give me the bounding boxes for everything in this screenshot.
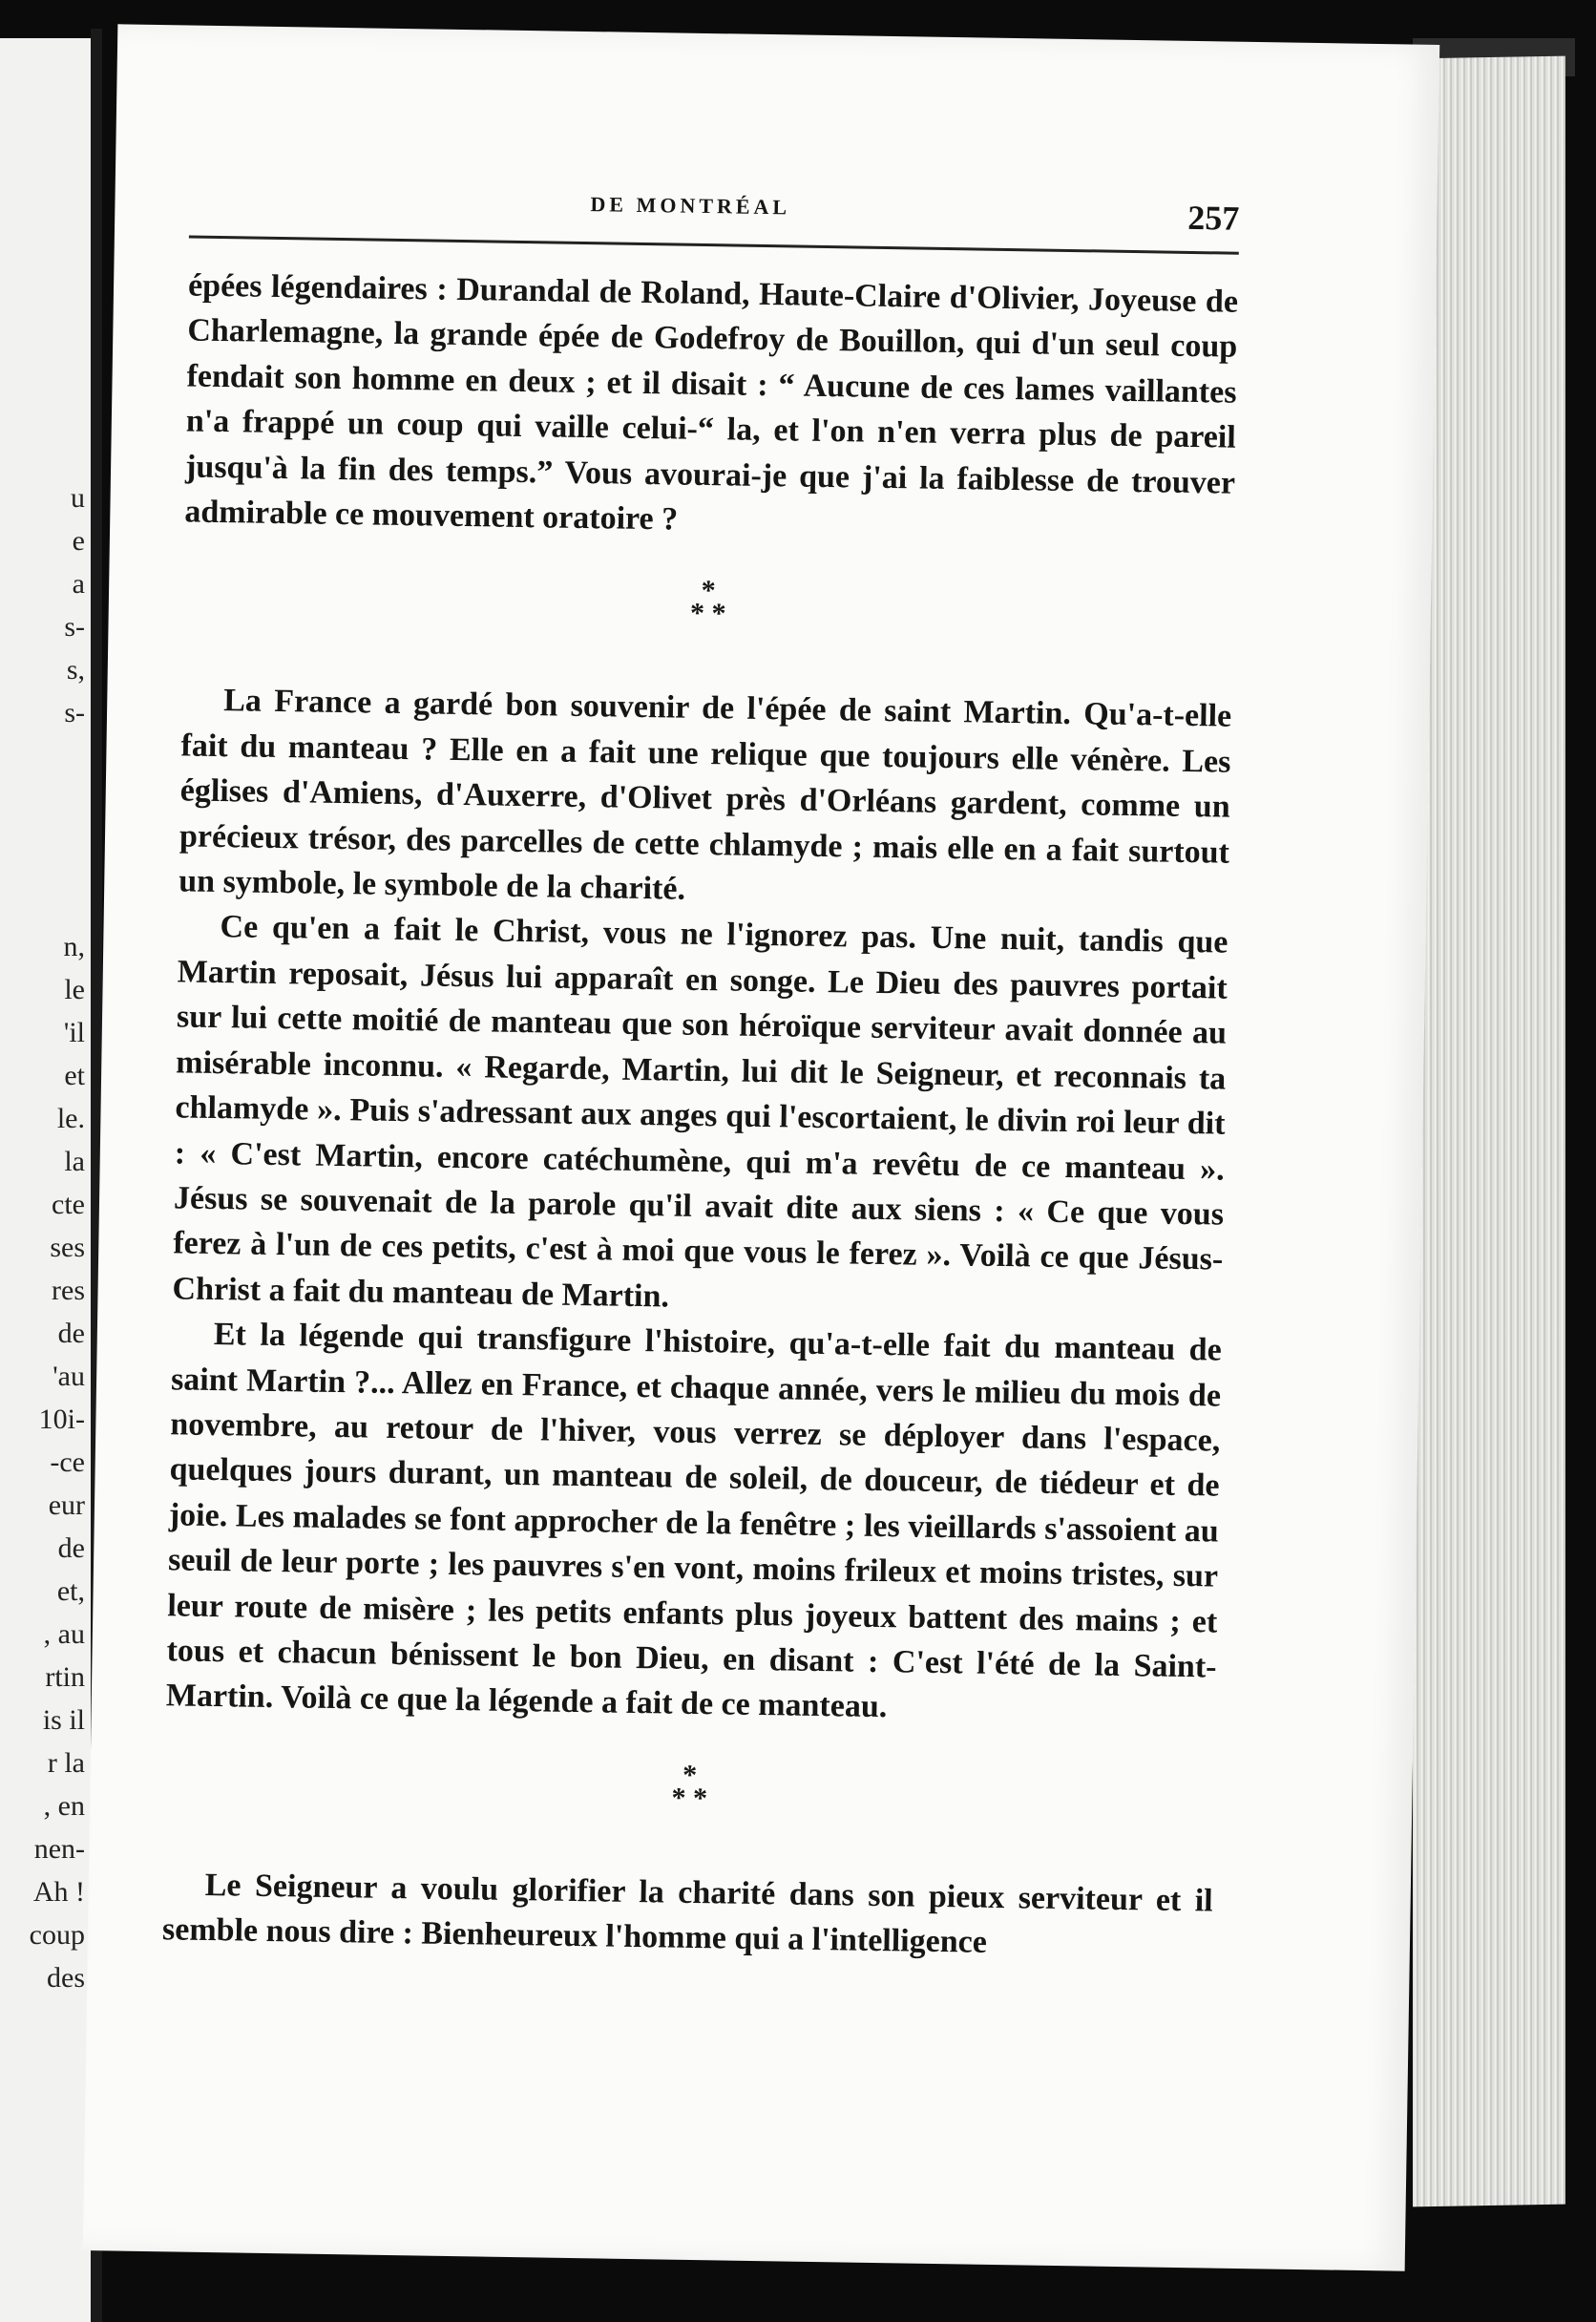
left-page-text-fragment: et,	[56, 1575, 85, 1607]
page-content	[162, 168, 1240, 1969]
left-page-text-fragment: 10i-	[38, 1404, 85, 1435]
left-page-text-fragment: u	[71, 482, 85, 514]
left-page-text-fragment: ses	[50, 1232, 85, 1263]
left-page-text-fragment: coup	[29, 1919, 85, 1951]
running-title: DE MONTRÉAL	[590, 192, 791, 220]
left-page-text-fragment: r la	[47, 1747, 85, 1779]
left-page-text-fragment: le	[64, 974, 85, 1005]
left-page-text-fragment: la	[64, 1146, 85, 1177]
left-page-text-fragment: eur	[48, 1489, 85, 1521]
left-page-text-fragment: , au	[43, 1618, 85, 1650]
left-page-text-fragment: res	[52, 1275, 85, 1306]
left-page-text-fragment: cte	[52, 1189, 85, 1220]
asterism-bottom: * *	[671, 1782, 708, 1814]
asterism-bottom: * *	[689, 598, 726, 630]
left-page-text-fragment: nen-	[33, 1833, 85, 1865]
left-page-text-fragment: rtin	[45, 1661, 85, 1693]
left-page-text-fragment: des	[47, 1962, 85, 1994]
left-page-text-fragment: -ce	[50, 1446, 85, 1478]
left-page-text-fragment: de	[57, 1532, 85, 1564]
left-page-text-fragment: a	[72, 568, 85, 600]
left-page-text-fragment: e	[72, 525, 85, 557]
asterism-top: *	[701, 575, 716, 607]
asterism-divider	[164, 1753, 1215, 1836]
left-page-text-fragment: 'il	[63, 1017, 85, 1048]
paragraph-relic: La France a gardé bon souvenir de l'épée de saint Martin. Qu'a-t-elle fait du manteau ? Elle en a fait une relique que toujours elle vénère. Les églises d'Amiens, d'Auxerre, d'Olivet près d'Orléans gardent, comme un précieux trésor, des parcelles de cette chlamyde ; mais elle en a fait surtout un symbole, le symbole de la charité.	[178, 683, 1232, 907]
left-page-text-fragment: 'au	[52, 1361, 85, 1392]
asterism-divider	[182, 569, 1233, 652]
asterism-top: *	[682, 1759, 698, 1791]
left-page-text-fragment: s-	[64, 697, 85, 728]
page-edges-stack	[1413, 56, 1565, 2207]
left-facing-page	[0, 38, 91, 2322]
left-page-text-fragment: n,	[63, 931, 85, 962]
running-head	[189, 168, 1240, 254]
paragraph-seigneur: Le Seigneur a voulu glorifier la charité dans son pieux serviteur et il semble nous dire : Bienheureux l'homme qui a l'intelligence	[161, 1867, 1213, 1961]
book-page	[83, 24, 1439, 2270]
left-page-text-fragment: s-	[64, 611, 85, 643]
left-page-text-fragment: is il	[42, 1704, 85, 1736]
left-page-text-fragment: s,	[66, 654, 85, 686]
left-page-text-fragment: , en	[43, 1790, 85, 1822]
left-page-text-fragment: le.	[56, 1103, 85, 1134]
paragraph-legend: Et la légende qui transfigure l'histoire, qu'a-t-elle fait du manteau de saint Martin ?... Allez en France, et chaque année, vers le milieu du mois de novembre, au retour de l'hiver, vous verrez se déployer dans l'espace, quelques jours durant, un manteau de soleil, de douceur, de tiédeur et de joie. Les malades se font approcher de la fenêtre ; les vieillards s'assoient au seuil de leur porte ; les pauvres s'en vont, moins frileux et moins tristes, sur leur route de misère ; les petits enfants plus joyeux battent des mains ; et tous et chacun bénissent le bon Dieu, en disant : C'est l'été de la Saint-Martin. Voilà ce que la légende a fait de ce manteau.	[165, 1317, 1223, 1725]
left-page-text-fragment: et	[64, 1060, 85, 1091]
page-number: 257	[1187, 198, 1240, 238]
left-page-text-fragment: de	[57, 1318, 85, 1349]
paragraph-christ: Ce qu'en a fait le Christ, vous ne l'ignorez pas. Une nuit, tandis que Martin reposait, Jésus lui apparaît en songe. Le Dieu des pauvres portait sur lui cette moitié de manteau que son héroïque serviteur avait donnée au misérable inconnu. « Regarde, Martin, lui dit le Seigneur, et reconnais ta chlamyde ». Puis s'adressant aux anges qui l'escortaient, le divin roi leur dit : « C'est Martin, encore catéchumène, qui m'a revêtu de ce manteau ». Jésus se souvenait de la parole qu'il avait dite aux siens : « Ce que vous ferez à l'un de ces petits, c'est à moi que vous le ferez ». Voilà ce que Jésus-Christ a fait du manteau de Martin.	[172, 909, 1228, 1315]
left-page-text-fragment: Ah !	[32, 1876, 85, 1908]
paragraph-swords: épées légendaires : Durandal de Roland, Haute-Claire d'Olivier, Joyeuse de Charlemagne, la grande épée de Godefroy de Bouillon, qui d'un seul coup fendait son homme en deux ; et il disait : “ Aucune de ces lames vaillantes n'a frappé un coup qui vaille celui-“ la, et l'on n'en verra plus de pareil jusqu'à la fin des temps.” Vous avourai-je que j'ai la faiblesse de trouver admirable ce mouvement oratoire ?	[184, 267, 1239, 538]
